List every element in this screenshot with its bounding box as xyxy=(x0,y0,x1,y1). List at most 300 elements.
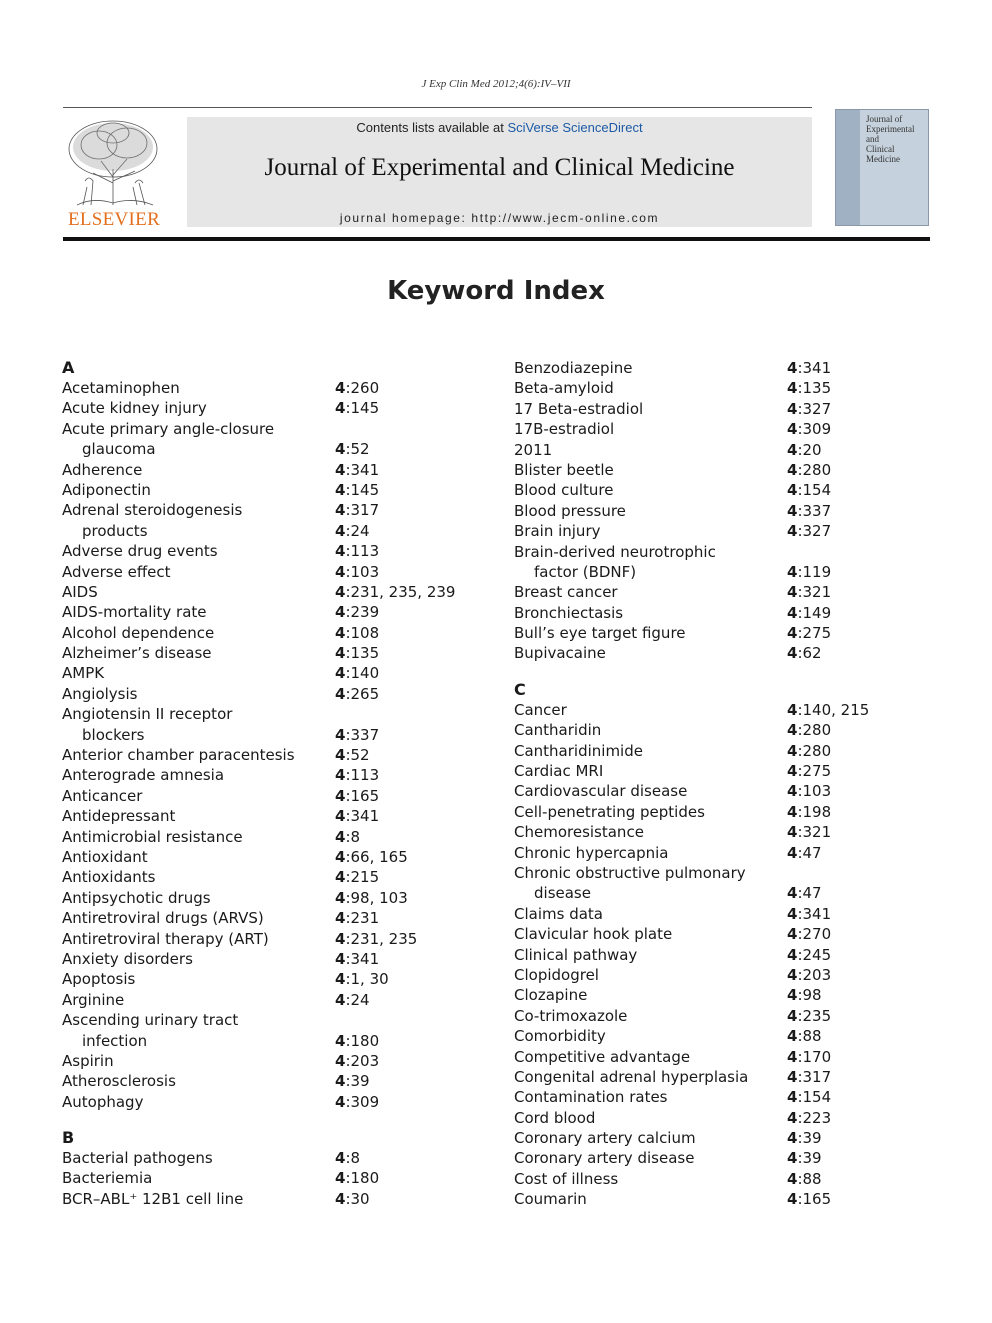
index-entry xyxy=(514,1189,914,1209)
volume-number: 4 xyxy=(787,1047,798,1066)
index-term: Antioxidant xyxy=(62,847,148,866)
volume-number: 4 xyxy=(787,379,798,398)
index-term: Apoptosis xyxy=(62,970,136,989)
index-entry xyxy=(514,863,914,883)
page-numbers: :154 xyxy=(797,481,832,500)
index-term: Breast cancer xyxy=(514,583,618,602)
index-entry xyxy=(514,1047,914,1067)
index-entry xyxy=(514,924,914,944)
page-numbers: :24 xyxy=(345,990,370,1009)
page-numbers: :135 xyxy=(345,644,380,663)
index-entry xyxy=(62,500,492,520)
index-entry xyxy=(514,480,914,500)
index-term: Congenital adrenal hyperplasia xyxy=(514,1067,749,1086)
volume-number: 4 xyxy=(787,762,798,781)
elsevier-tree-icon xyxy=(63,117,165,209)
index-pages xyxy=(787,501,831,521)
index-term: Alzheimer’s disease xyxy=(62,644,212,663)
section-gap xyxy=(514,664,914,678)
volume-number: 4 xyxy=(787,359,798,377)
index-term: Arginine xyxy=(62,990,125,1009)
index-term: Brain injury xyxy=(514,522,601,541)
index-pages xyxy=(787,440,822,460)
index-term: AIDS-mortality rate xyxy=(62,603,207,622)
index-entry xyxy=(62,1010,492,1030)
index-pages xyxy=(335,1071,370,1091)
index-pages xyxy=(787,521,831,541)
page-numbers: :245 xyxy=(797,945,832,964)
cover-title-line: Clinical xyxy=(866,144,895,154)
page-numbers: :198 xyxy=(797,802,832,821)
index-term: Cell-penetrating peptides xyxy=(514,802,705,821)
volume-number: 4 xyxy=(787,884,798,903)
index-entry xyxy=(514,460,914,480)
index-entry xyxy=(514,1026,914,1046)
index-pages xyxy=(787,781,831,801)
page-numbers: :215 xyxy=(345,868,380,887)
page-numbers: :113 xyxy=(345,766,380,785)
volume-number: 4 xyxy=(787,965,798,984)
page-numbers: :66, 165 xyxy=(345,847,408,866)
volume-number: 4 xyxy=(335,1051,346,1070)
index-pages xyxy=(787,623,831,643)
index-entry xyxy=(514,1067,914,1087)
index-entry xyxy=(62,704,492,724)
volume-number: 4 xyxy=(335,399,346,418)
index-entry xyxy=(514,965,914,985)
index-pages xyxy=(787,822,831,842)
volume-number: 4 xyxy=(335,827,346,846)
index-term: AMPK xyxy=(62,664,105,683)
index-entry xyxy=(62,969,492,989)
index-pages xyxy=(335,663,379,683)
volume-number: 4 xyxy=(787,802,798,821)
index-entry xyxy=(514,720,914,740)
volume-number: 4 xyxy=(335,562,346,581)
index-pages xyxy=(335,929,417,949)
index-entry xyxy=(62,643,492,663)
index-term: Coronary artery disease xyxy=(514,1149,695,1168)
page-numbers: :170 xyxy=(797,1047,832,1066)
index-term: Benzodiazepine xyxy=(514,359,633,377)
index-term: Anxiety disorders xyxy=(62,949,193,968)
page-numbers: :341 xyxy=(345,807,380,826)
volume-number: 4 xyxy=(335,766,346,785)
page-numbers: :180 xyxy=(345,1031,380,1050)
index-term: Comorbidity xyxy=(514,1027,606,1046)
index-term: products xyxy=(82,521,148,540)
page-numbers: :203 xyxy=(797,965,832,984)
volume-number: 4 xyxy=(787,945,798,964)
index-entry xyxy=(62,990,492,1010)
index-term: Antioxidants xyxy=(62,868,156,887)
volume-number: 4 xyxy=(335,582,346,601)
index-term: Chronic obstructive pulmonary xyxy=(514,863,746,882)
page-numbers: :113 xyxy=(345,542,380,561)
index-pages xyxy=(335,969,389,989)
index-term: Claims data xyxy=(514,904,603,923)
index-pages xyxy=(335,786,379,806)
index-entry xyxy=(62,1051,492,1071)
volume-number: 4 xyxy=(335,1149,346,1168)
index-entry xyxy=(62,684,492,704)
page-numbers: :88 xyxy=(797,1169,822,1188)
volume-number: 4 xyxy=(787,843,798,862)
volume-number: 4 xyxy=(335,644,346,663)
index-entry xyxy=(62,1168,492,1188)
header-thick-rule xyxy=(63,237,930,241)
index-entry xyxy=(62,1148,492,1168)
index-term: Bupivacaine xyxy=(514,644,606,663)
index-entry xyxy=(514,802,914,822)
page-numbers: :88 xyxy=(797,1027,822,1046)
index-pages xyxy=(787,720,831,740)
index-term: Bacterial pathogens xyxy=(62,1149,213,1168)
volume-number: 4 xyxy=(787,460,798,479)
volume-number: 4 xyxy=(787,583,798,602)
index-entry xyxy=(62,378,492,398)
volume-number: 4 xyxy=(787,1149,798,1168)
index-term: Cardiac MRI xyxy=(514,762,604,781)
page-numbers: :309 xyxy=(797,420,832,439)
index-term: glaucoma xyxy=(82,440,156,459)
index-term: Antidepressant xyxy=(62,807,176,826)
index-entry xyxy=(514,521,914,541)
volume-number: 4 xyxy=(335,1072,346,1091)
volume-number: 4 xyxy=(335,990,346,1009)
index-pages xyxy=(787,904,831,924)
page-numbers: :52 xyxy=(345,746,370,765)
index-term: Cantharidinimide xyxy=(514,741,643,760)
volume-number: 4 xyxy=(787,1088,798,1107)
volume-number: 4 xyxy=(787,624,798,643)
page-numbers: :47 xyxy=(797,843,822,862)
page-numbers: :1, 30 xyxy=(345,970,389,989)
index-term: Clozapine xyxy=(514,986,588,1005)
volume-number: 4 xyxy=(335,909,346,928)
index-pages xyxy=(787,1189,831,1209)
index-pages xyxy=(335,745,370,765)
index-entry xyxy=(62,888,492,908)
index-term: Bronchiectasis xyxy=(514,603,624,622)
index-term: Anticancer xyxy=(62,786,143,805)
index-pages xyxy=(335,602,379,622)
page-numbers: :327 xyxy=(797,399,832,418)
index-entry xyxy=(62,480,492,500)
index-term: BCR–ABL⁺ 12B1 cell line xyxy=(62,1189,244,1208)
index-entry xyxy=(62,765,492,785)
page-numbers: :24 xyxy=(345,521,370,540)
page-numbers: :140, 215 xyxy=(797,700,870,719)
volume-number: 4 xyxy=(335,970,346,989)
index-entry xyxy=(62,949,492,969)
page-numbers: :231, 235 xyxy=(345,929,418,948)
index-entry xyxy=(514,358,914,378)
section-letter: A xyxy=(62,358,75,377)
index-entry xyxy=(62,1189,492,1209)
index-entry xyxy=(62,521,492,541)
index-pages xyxy=(787,761,831,781)
page-numbers: :39 xyxy=(345,1072,370,1091)
index-pages xyxy=(335,582,455,602)
volume-number: 4 xyxy=(335,868,346,887)
index-pages xyxy=(335,949,379,969)
index-term: Angiotensin II receptor xyxy=(62,705,233,724)
index-pages xyxy=(335,541,379,561)
index-term: Blood pressure xyxy=(514,501,626,520)
index-pages xyxy=(787,1067,831,1087)
volume-number: 4 xyxy=(787,1190,798,1209)
index-pages xyxy=(335,521,370,541)
page-numbers: :327 xyxy=(797,522,832,541)
index-entry xyxy=(514,1108,914,1128)
volume-number: 4 xyxy=(787,823,798,842)
index-pages xyxy=(787,480,831,500)
publisher-name: ELSEVIER xyxy=(67,209,161,230)
index-entry xyxy=(514,822,914,842)
index-entry xyxy=(62,1071,492,1091)
volume-number: 4 xyxy=(787,700,798,719)
index-entry xyxy=(514,419,914,439)
index-term: Bacteriemia xyxy=(62,1169,153,1188)
volume-number: 4 xyxy=(335,847,346,866)
index-column-right xyxy=(514,358,914,1210)
page-numbers: :231, 235, 239 xyxy=(345,582,456,601)
index-term: Antiretroviral drugs (ARVS) xyxy=(62,909,264,928)
index-pages xyxy=(335,460,379,480)
page-numbers: :140 xyxy=(345,664,380,683)
index-term: Brain-derived neurotrophic xyxy=(514,542,716,561)
index-term: 17 Beta-estradiol xyxy=(514,399,644,418)
index-term: Atherosclerosis xyxy=(62,1072,176,1091)
index-entry xyxy=(514,603,914,623)
page-numbers: :39 xyxy=(797,1149,822,1168)
index-pages xyxy=(335,500,379,520)
volume-number: 4 xyxy=(787,1067,798,1086)
volume-number: 4 xyxy=(335,929,346,948)
volume-number: 4 xyxy=(335,1189,346,1208)
page-numbers: :203 xyxy=(345,1051,380,1070)
volume-number: 4 xyxy=(787,501,798,520)
page-numbers: :165 xyxy=(345,786,380,805)
index-pages xyxy=(335,684,379,704)
index-term: Clavicular hook plate xyxy=(514,925,673,944)
index-pages xyxy=(787,582,831,602)
index-term: Adherence xyxy=(62,460,143,479)
index-pages xyxy=(335,827,360,847)
index-entry xyxy=(62,398,492,418)
index-pages xyxy=(335,643,379,663)
volume-number: 4 xyxy=(787,1006,798,1025)
index-entry xyxy=(514,700,914,720)
index-term: Bull’s eye target figure xyxy=(514,624,686,643)
index-term: Acute primary angle-closure xyxy=(62,419,275,438)
index-term: Adrenal steroidogenesis xyxy=(62,501,243,520)
index-pages xyxy=(787,1087,831,1107)
page-numbers: :52 xyxy=(345,440,370,459)
page-numbers: :341 xyxy=(345,949,380,968)
index-term: blockers xyxy=(82,725,145,744)
journal-cover xyxy=(835,109,929,226)
index-entry xyxy=(514,761,914,781)
index-entry xyxy=(62,1092,492,1112)
index-entry xyxy=(514,1087,914,1107)
index-term: Beta-amyloid xyxy=(514,379,614,398)
page-numbers: :321 xyxy=(797,823,832,842)
index-pages xyxy=(787,965,831,985)
citation: J Exp Clin Med 2012;4(6):IV–VII xyxy=(421,78,571,90)
volume-number: 4 xyxy=(787,562,798,581)
page-numbers: :145 xyxy=(345,480,380,499)
index-pages xyxy=(787,1026,822,1046)
volume-number: 4 xyxy=(335,501,346,520)
index-term: 2011 xyxy=(514,440,553,459)
index-pages xyxy=(335,1051,379,1071)
index-pages xyxy=(787,1169,822,1189)
index-pages xyxy=(787,883,822,903)
volume-number: 4 xyxy=(335,807,346,826)
index-entry xyxy=(514,1006,914,1026)
journal-homepage[interactable]: journal homepage: http://www.jecm-online.com xyxy=(339,211,660,225)
page-numbers: :103 xyxy=(797,782,832,801)
index-pages xyxy=(787,802,831,822)
index-term: Competitive advantage xyxy=(514,1047,691,1066)
index-term: Acute kidney injury xyxy=(62,399,207,418)
page-numbers: :260 xyxy=(345,379,380,397)
volume-number: 4 xyxy=(335,1031,346,1050)
index-entry xyxy=(62,460,492,480)
section-letter: B xyxy=(62,1128,75,1148)
index-term: Chronic hypercapnia xyxy=(514,843,669,862)
index-pages xyxy=(787,945,831,965)
volume-number: 4 xyxy=(335,480,346,499)
index-term: infection xyxy=(82,1031,148,1050)
index-entry xyxy=(514,562,914,582)
volume-number: 4 xyxy=(335,542,346,561)
volume-number: 4 xyxy=(787,925,798,944)
index-pages xyxy=(787,985,822,1005)
index-entry xyxy=(62,1031,492,1051)
volume-number: 4 xyxy=(335,786,346,805)
index-term: Contamination rates xyxy=(514,1088,668,1107)
section-gap xyxy=(62,1112,492,1126)
index-pages xyxy=(335,439,370,459)
index-entry xyxy=(62,602,492,622)
index-term: Cost of illness xyxy=(514,1169,619,1188)
volume-number: 4 xyxy=(787,1169,798,1188)
page-numbers: :231 xyxy=(345,909,380,928)
page-numbers: :280 xyxy=(797,741,832,760)
index-entry xyxy=(514,843,914,863)
index-term: Co-trimoxazole xyxy=(514,1006,628,1025)
index-pages xyxy=(335,1148,360,1168)
index-entry xyxy=(514,883,914,903)
page-numbers: :341 xyxy=(797,359,832,377)
volume-number: 4 xyxy=(787,420,798,439)
volume-number: 4 xyxy=(787,986,798,1005)
index-pages xyxy=(787,924,831,944)
page-numbers: :30 xyxy=(345,1189,370,1208)
volume-number: 4 xyxy=(787,644,798,663)
index-term: Chemoresistance xyxy=(514,823,644,842)
page-numbers: :270 xyxy=(797,925,832,944)
page-numbers: :317 xyxy=(345,501,380,520)
index-entry xyxy=(514,904,914,924)
index-term: Cantharidin xyxy=(514,721,602,740)
contents-line xyxy=(187,120,812,135)
index-pages xyxy=(335,908,379,928)
volume-number: 4 xyxy=(787,603,798,622)
page-numbers: :341 xyxy=(345,460,380,479)
header-rule xyxy=(63,107,812,108)
index-term: Adverse effect xyxy=(62,562,171,581)
index-term: Antiretroviral therapy (ART) xyxy=(62,929,269,948)
index-entry xyxy=(514,542,914,562)
index-term: Blood culture xyxy=(514,481,614,500)
index-entry xyxy=(514,399,914,419)
page-numbers: :280 xyxy=(797,460,832,479)
volume-number: 4 xyxy=(787,440,798,459)
index-pages xyxy=(335,725,379,745)
page-numbers: :235 xyxy=(797,1006,832,1025)
cover-spine xyxy=(836,110,860,225)
index-entry xyxy=(514,623,914,643)
index-pages xyxy=(335,847,408,867)
index-pages xyxy=(787,1128,822,1148)
index-term: Clinical pathway xyxy=(514,945,638,964)
page-numbers: :62 xyxy=(797,644,822,663)
index-entry xyxy=(62,562,492,582)
cover-title-line: Experimental xyxy=(866,124,915,134)
index-entry xyxy=(62,663,492,683)
page-numbers: :8 xyxy=(345,827,361,846)
volume-number: 4 xyxy=(787,481,798,500)
index-term: Aspirin xyxy=(62,1051,114,1070)
index-pages xyxy=(335,990,370,1010)
index-pages xyxy=(787,643,822,663)
index-pages xyxy=(335,378,379,398)
index-term: Cardiovascular disease xyxy=(514,782,688,801)
page-numbers: :223 xyxy=(797,1108,832,1127)
page-numbers: :154 xyxy=(797,1088,832,1107)
index-entry xyxy=(514,945,914,965)
page-numbers: :337 xyxy=(797,501,832,520)
index-pages xyxy=(787,700,869,720)
index-term: 17Β-estradiol xyxy=(514,420,615,439)
index-pages xyxy=(335,806,379,826)
index-entry xyxy=(62,439,492,459)
page-numbers: :145 xyxy=(345,399,380,418)
page-numbers: :275 xyxy=(797,762,832,781)
page-numbers: :20 xyxy=(797,440,822,459)
index-pages xyxy=(335,480,379,500)
index-pages xyxy=(335,1168,379,1188)
page-numbers: :317 xyxy=(797,1067,832,1086)
index-entry xyxy=(62,908,492,928)
volume-number: 4 xyxy=(335,603,346,622)
volume-number: 4 xyxy=(787,904,798,923)
page-numbers: :337 xyxy=(345,725,380,744)
index-pages xyxy=(787,603,831,623)
page-numbers: :180 xyxy=(345,1169,380,1188)
index-entry xyxy=(514,1128,914,1148)
index-pages xyxy=(335,765,379,785)
index-term: Angiolysis xyxy=(62,684,138,703)
sciencedirect-link[interactable]: SciVerse ScienceDirect xyxy=(507,120,643,135)
index-pages xyxy=(787,741,831,761)
volume-number: 4 xyxy=(335,664,346,683)
volume-number: 4 xyxy=(787,522,798,541)
